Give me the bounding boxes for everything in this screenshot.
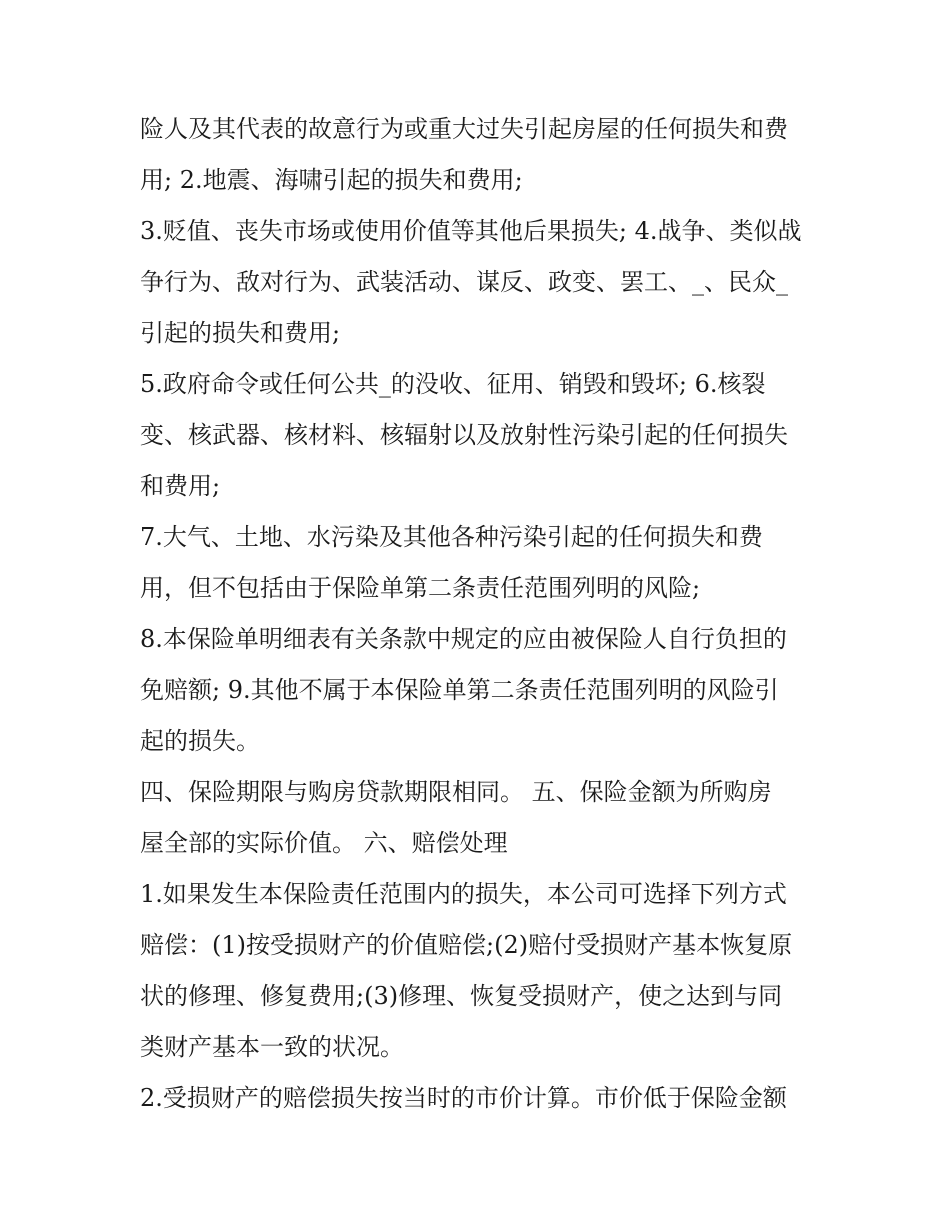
text-line: 3.贬值、丧失市场或使用价值等其他后果损失; 4.战争、类似战 [140, 217, 802, 245]
text-line: 5.政府命令或任何公共_的没收、征用、销毁和毁坏; 6.核裂 [140, 370, 766, 398]
text-line: 1.如果发生本保险责任范围内的损失，本公司可选择下列方式 [140, 880, 787, 908]
text-line: 险人及其代表的故意行为或重大过失引起房屋的任何损失和费 [140, 115, 788, 143]
text-line: 起的损失。 [140, 727, 260, 755]
document-body [140, 104, 820, 1124]
text-line: 争行为、敌对行为、武装活动、谋反、政变、罢工、_、民众_ [140, 268, 788, 296]
text-line: 类财产基本一致的状况。 [140, 1033, 404, 1061]
text-line: 赔偿：(1)按受损财产的价值赔偿;(2)赔付受损财产基本恢复原 [140, 931, 793, 959]
text-line: 2.受损财产的赔偿损失按当时的市价计算。市价低于保险金额 [140, 1084, 787, 1112]
text-line: 四、保险期限与购房贷款期限相同。 五、保险金额为所购房 [140, 778, 772, 806]
text-line: 用; 2.地震、海啸引起的损失和费用; [140, 166, 523, 194]
text-line: 变、核武器、核材料、核辐射以及放射性污染引起的任何损失 [140, 421, 788, 449]
text-line: 状的修理、修复费用;(3)修理、恢复受损财产，使之达到与同 [140, 982, 783, 1010]
text-line: 用，但不包括由于保险单第二条责任范围列明的风险; [140, 574, 701, 602]
text-line: 引起的损失和费用; [140, 319, 341, 347]
text-line: 屋全部的实际价值。 六、赔偿处理 [140, 829, 508, 857]
text-line: 免赔额; 9.其他不属于本保险单第二条责任范围列明的风险引 [140, 676, 779, 704]
text-line: 8.本保险单明细表有关条款中规定的应由被保险人自行负担的 [140, 625, 787, 653]
text-line: 和费用; [140, 472, 221, 500]
text-line: 7.大气、土地、水污染及其他各种污染引起的任何损失和费 [140, 523, 763, 551]
